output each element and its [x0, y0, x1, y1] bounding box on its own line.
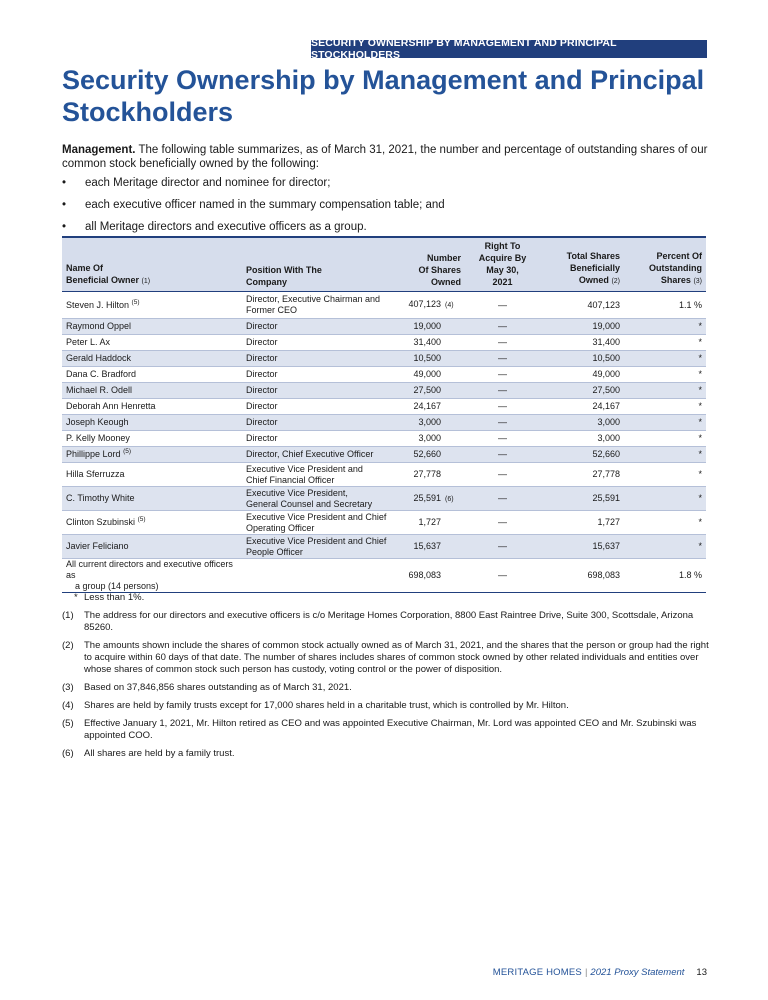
table-row: [62, 535, 706, 559]
cell-name: Steven J. Hilton $^{(5)}$: [62, 292, 242, 319]
footnote: (6) All shares are held by a family trust.: [62, 748, 235, 759]
footnote: (2) The amounts shown include the shares of common stock actually owned as of March 31, 2021, and the shares that the person or group had the right to acquire within 60 days of that date. The number of shares includes shares of common stock owned by other related individuals and entities over whose shares of common stock such person has custody, voting control or the power of disposition.: [62, 640, 709, 675]
cell-percent: *: [624, 431, 706, 447]
ownership-table: [62, 236, 706, 593]
cell-name: Hilla Sferruzza: [62, 463, 242, 487]
table-row: [62, 335, 706, 351]
table-row: [62, 463, 706, 487]
footer-document-title: 2021 Proxy Statement: [590, 967, 685, 978]
table-row: [62, 431, 706, 447]
intro-text: The following table summarizes, as of March 31, 2021, the number and percentage of outstanding shares of our common stock beneficially owned by the following:: [62, 144, 708, 170]
cell-shares-owned: 10,500: [400, 351, 465, 367]
cell-name: Dana C. Bradford: [62, 367, 242, 383]
cell-shares-owned: 49,000: [400, 367, 465, 383]
cell-percent: *: [624, 487, 706, 511]
cell-shares-owned: 3,000: [400, 415, 465, 431]
cell-name: All current directors and executive officers as a group (14 persons): [62, 559, 242, 593]
footer-brand: MERITAGE HOMES: [492, 967, 582, 978]
table-row: [62, 487, 706, 511]
cell-total-shares: 10,500: [540, 351, 624, 367]
footnote: * Less than 1%.: [74, 592, 145, 603]
cell-percent: *: [624, 415, 706, 431]
cell-shares-owned: 15,637: [400, 535, 465, 559]
table-row: [62, 511, 706, 535]
bullet-icon: •: [62, 199, 67, 211]
footnote: (4) Shares are held by family trusts except for 17,000 shares held in a charitable trust, which is controlled by Mr. Hilton.: [62, 700, 569, 711]
cell-right-to-acquire: —: [465, 351, 540, 367]
bullet-text: all Meritage directors and executive officers as a group.: [85, 221, 367, 233]
cell-right-to-acquire: —: [465, 383, 540, 399]
cell-total-shares: 49,000: [540, 367, 624, 383]
cell-position: Executive Vice President and Chief Financial Officer: [242, 463, 400, 487]
cell-right-to-acquire: —: [465, 511, 540, 535]
cell-position: Director, Chief Executive Officer: [242, 447, 400, 463]
header-percent: Percent Of Outstanding Shares (3): [624, 237, 706, 292]
table-row: [62, 319, 706, 335]
table-row: [62, 367, 706, 383]
section-banner: SECURITY OWNERSHIP BY MANAGEMENT AND PRINCIPAL STOCKHOLDERS: [311, 40, 707, 58]
cell-right-to-acquire: —: [465, 431, 540, 447]
bullet-icon: •: [62, 221, 67, 233]
table-row: [62, 351, 706, 367]
cell-shares-owned: 407,123 (4): [400, 292, 465, 319]
cell-total-shares: 3,000: [540, 431, 624, 447]
cell-name: Michael R. Odell: [62, 383, 242, 399]
cell-right-to-acquire: —: [465, 447, 540, 463]
cell-position: Executive Vice President and Chief Operating Officer: [242, 511, 400, 535]
cell-name: Clinton Szubinski $^{(5)}$: [62, 511, 242, 535]
cell-right-to-acquire: —: [465, 292, 540, 319]
cell-total-shares: 15,637: [540, 535, 624, 559]
cell-percent: *: [624, 319, 706, 335]
cell-name: Joseph Keough: [62, 415, 242, 431]
table-total-row: [62, 559, 706, 593]
cell-position: [242, 559, 400, 593]
cell-right-to-acquire: —: [465, 415, 540, 431]
cell-percent: *: [624, 535, 706, 559]
footnotes: [62, 592, 712, 766]
cell-position: Director: [242, 319, 400, 335]
cell-name: Deborah Ann Henretta: [62, 399, 242, 415]
cell-right-to-acquire: —: [465, 319, 540, 335]
cell-percent: *: [624, 383, 706, 399]
cell-position: Director: [242, 335, 400, 351]
cell-shares-owned: 52,660: [400, 447, 465, 463]
cell-shares-owned: 1,727: [400, 511, 465, 535]
table-row: [62, 447, 706, 463]
cell-percent: 1.1 %: [624, 292, 706, 319]
footnote: (3) Based on 37,846,856 shares outstanding as of March 31, 2021.: [62, 682, 352, 693]
cell-position: Executive Vice President and Chief People Officer: [242, 535, 400, 559]
cell-right-to-acquire: —: [465, 335, 540, 351]
cell-total-shares: 1,727: [540, 511, 624, 535]
bullet-list: [62, 176, 712, 242]
table-row: [62, 383, 706, 399]
cell-shares-owned: 27,778: [400, 463, 465, 487]
cell-total-shares: 27,500: [540, 383, 624, 399]
header-right-to-acquire: Right To Acquire By May 30, 2021: [465, 237, 540, 292]
footer-separator: |: [584, 967, 588, 978]
cell-position: Director: [242, 367, 400, 383]
header-total-shares: Total Shares Beneficially Owned (2): [540, 237, 624, 292]
page-title: Security Ownership by Management and Principal Stockholders: [62, 65, 705, 127]
page-footer: [493, 967, 707, 978]
cell-total-shares: 52,660: [540, 447, 624, 463]
cell-shares-owned: 25,591 (6): [400, 487, 465, 511]
cell-percent: *: [624, 447, 706, 463]
cell-shares-owned: 698,083: [400, 559, 465, 593]
cell-percent: *: [624, 351, 706, 367]
cell-position: Director: [242, 383, 400, 399]
header-beneficial-owner: Name Of Beneficial Owner (1): [62, 237, 242, 292]
cell-total-shares: 3,000: [540, 415, 624, 431]
cell-right-to-acquire: —: [465, 487, 540, 511]
cell-total-shares: 407,123: [540, 292, 624, 319]
cell-percent: *: [624, 335, 706, 351]
cell-total-shares: 25,591: [540, 487, 624, 511]
cell-name: Gerald Haddock: [62, 351, 242, 367]
cell-total-shares: 31,400: [540, 335, 624, 351]
page-number: 13: [696, 967, 707, 978]
cell-name: Peter L. Ax: [62, 335, 242, 351]
cell-percent: 1.8 %: [624, 559, 706, 593]
table-row: [62, 415, 706, 431]
cell-shares-owned: 24,167: [400, 399, 465, 415]
cell-total-shares: 19,000: [540, 319, 624, 335]
intro-lead: Management.: [62, 144, 136, 156]
cell-position: Director: [242, 431, 400, 447]
cell-percent: *: [624, 511, 706, 535]
cell-shares-owned: 3,000: [400, 431, 465, 447]
bullet-icon: •: [62, 177, 67, 189]
cell-percent: *: [624, 367, 706, 383]
footnote: (5) Effective January 1, 2021, Mr. Hilton retired as CEO and was appointed Executive Chairman, Mr. Lord was appointed CEO and Mr. Szubinski was appointed COO.: [62, 718, 697, 741]
cell-shares-owned: 31,400: [400, 335, 465, 351]
cell-position: Director: [242, 351, 400, 367]
intro-paragraph: [62, 143, 712, 171]
cell-right-to-acquire: —: [465, 559, 540, 593]
header-shares-owned: Number Of Shares Owned: [400, 237, 465, 292]
table-row: [62, 292, 706, 319]
cell-name: Javier Feliciano: [62, 535, 242, 559]
cell-total-shares: 24,167: [540, 399, 624, 415]
list-item: [62, 176, 712, 198]
list-item: [62, 198, 712, 220]
cell-name: Raymond Oppel: [62, 319, 242, 335]
cell-position: Executive Vice President, General Counsel and Secretary: [242, 487, 400, 511]
cell-position: Director: [242, 415, 400, 431]
cell-right-to-acquire: —: [465, 367, 540, 383]
table-header-row: [62, 237, 706, 292]
header-position: Position With The Company: [242, 237, 400, 292]
cell-name: P. Kelly Mooney: [62, 431, 242, 447]
footnote: (1) The address for our directors and executive officers is c/o Meritage Homes Corporation, 8800 East Raintree Drive, Suite 300, Scottsdale, Arizona 85260.: [62, 610, 694, 633]
cell-name: Phillippe Lord $^{(5)}$: [62, 447, 242, 463]
cell-total-shares: 698,083: [540, 559, 624, 593]
cell-right-to-acquire: —: [465, 463, 540, 487]
cell-position: Director: [242, 399, 400, 415]
table-row: [62, 399, 706, 415]
cell-right-to-acquire: —: [465, 535, 540, 559]
cell-shares-owned: 19,000: [400, 319, 465, 335]
cell-name: C. Timothy White: [62, 487, 242, 511]
bullet-text: each Meritage director and nominee for director;: [85, 177, 331, 189]
cell-shares-owned: 27,500: [400, 383, 465, 399]
cell-position: Director, Executive Chairman and Former CEO: [242, 292, 400, 319]
cell-right-to-acquire: —: [465, 399, 540, 415]
bullet-text: each executive officer named in the summary compensation table; and: [85, 199, 445, 211]
cell-percent: *: [624, 463, 706, 487]
cell-total-shares: 27,778: [540, 463, 624, 487]
cell-percent: *: [624, 399, 706, 415]
